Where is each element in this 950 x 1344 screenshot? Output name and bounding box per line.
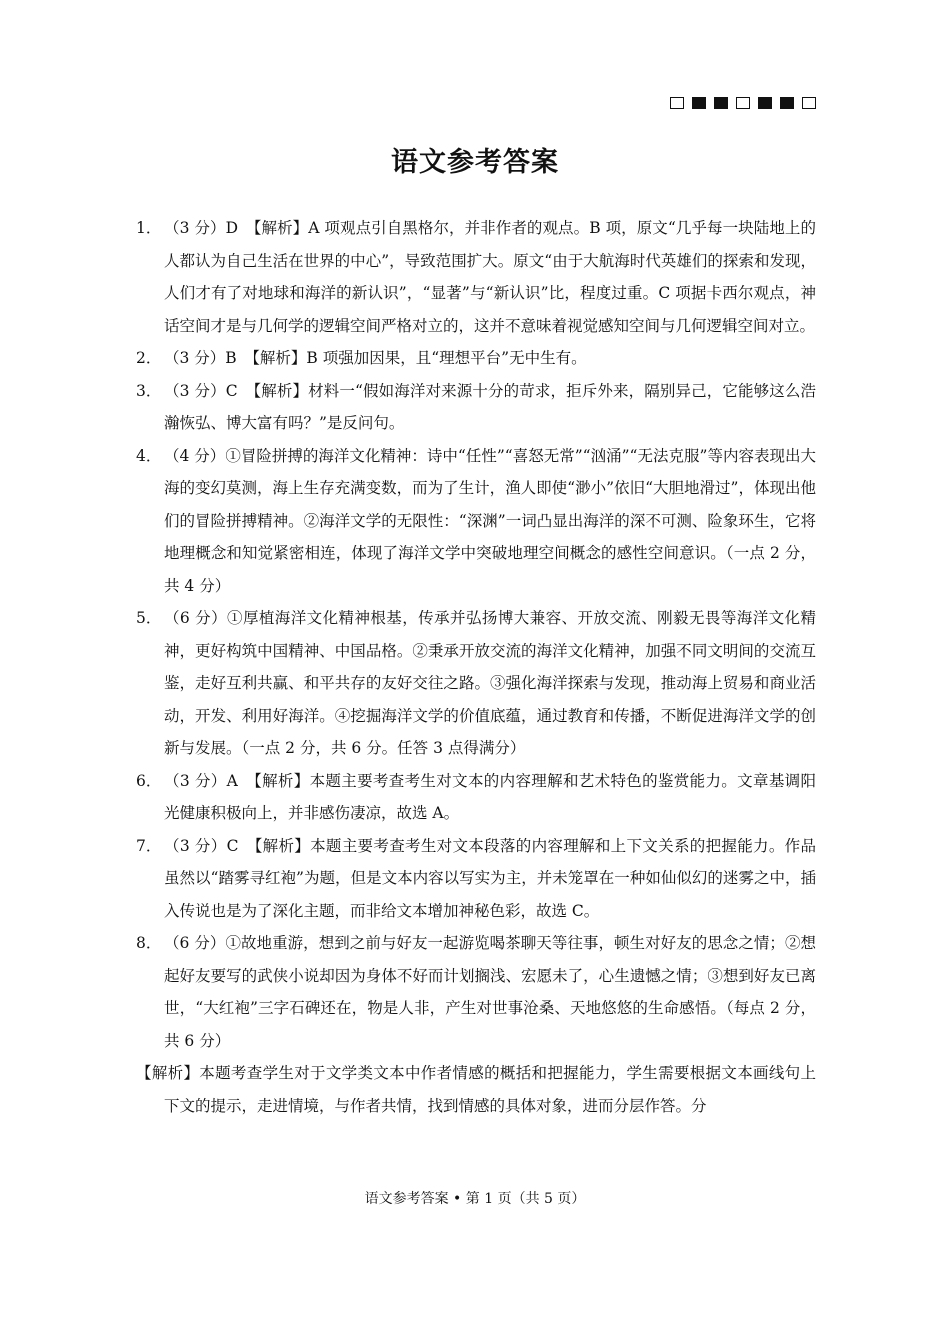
marker-empty <box>670 97 684 109</box>
answer-item-8 <box>136 927 816 1057</box>
answer-number: 1． <box>136 219 162 237</box>
answer-text: （4 分）①冒险拼搏的海洋文化精神：诗中“任性”“喜怒无常”“汹涌”“无法克服”等内容表现出大海的变幻莫测，海上生存充满变数，而为了生计，渔人即使“渺小”依旧“大胆地滑过”，体现出他们的冒险拼搏精神。②海洋文学的无限性：“深渊”一词凸显出海洋的深不可测、险象环生，它将地理概念和知觉紧密相连，体现了海洋文学中突破地理空间概念的感性空间意识。（一点 2 分，共 4 分） <box>164 446 816 595</box>
header-markers <box>670 97 816 109</box>
answer-item-5 <box>136 602 816 765</box>
answer-text: （3 分）B 【解析】B 项强加因果，且“理想平台”无中生有。 <box>164 349 587 367</box>
answer-number: 6． <box>136 771 162 790</box>
answer-text: （3 分）C 【解析】本题主要考查考生对文本段落的内容理解和上下文关系的把握能力。作品虽然以“踏雾寻红袍”为题，但是文本内容以写实为主，并未笼罩在一种如仙似幻的迷雾之中，插入传说也是为了深化主题，而非给文本增加神秘色彩，故选 C。 <box>164 836 816 920</box>
page-title: 语文参考答案 <box>391 147 559 178</box>
answer-text: （3 分）D 【解析】A 项观点引自黑格尔，并非作者的观点。B 项，原文“几乎每一块陆地上的人都认为自己生活在世界的中心”，导致范围扩大。原文“由于大航海时代英雄们的探索和发现，人们才有了对地球和海洋的新认识”，“显著”与“新认识”比，程度过重。C 项据卡西尔观点，神话空间才是与几何学的逻辑空间严格对立的，这并不意味着视觉感知空间与几何逻辑空间对立。 <box>164 219 816 335</box>
page-footer: 语文参考答案 • 第 1 页（共 5 页） <box>364 1191 586 1207</box>
answer-text: （3 分）A 【解析】本题主要考查考生对文本的内容理解和艺术特色的鉴赏能力。文章基调阳光健康积极向上，并非感伤凄凉，故选 A。 <box>164 771 816 822</box>
marker-filled <box>692 97 706 109</box>
answer-number: 5． <box>136 609 162 627</box>
analysis-paragraph: 【解析】本题考查学生对于文学类文本中作者情感的概括和把握能力，学生需要根据文本画线句上下文的提示，走进情境，与作者共情，找到情感的具体对象，进而分层作答。分 <box>136 1064 816 1115</box>
answer-number: 8． <box>136 934 162 952</box>
marker-filled <box>758 97 772 109</box>
answer-number: 2． <box>136 349 162 367</box>
marker-empty <box>802 97 816 109</box>
answer-text: （6 分）①厚植海洋文化精神根基，传承并弘扬博大兼容、开放交流、刚毅无畏等海洋文化精神，更好构筑中国精神、中国品格。②秉承开放交流的海洋文化精神，加强不同文明间的交流互鉴，走好互利共赢、和平共存的友好交往之路。③强化海洋探索与发现，推动海上贸易和商业活动，开发、利用好海洋。④挖掘海洋文学的价值底蕴，通过教育和传播，不断促进海洋文学的创新与发展。（一点 2 分，共 6 分。任答 3 点得满分） <box>164 609 816 757</box>
marker-filled <box>714 97 728 109</box>
marker-empty <box>736 97 750 109</box>
answer-text: （3 分）C 【解析】材料一“假如海洋对来源十分的苛求，拒斥外来，隔别异己，它能够这么浩瀚恢弘、博大富有吗？”是反问句。 <box>164 381 816 432</box>
answer-number: 7． <box>136 836 162 855</box>
answer-item-1 <box>136 212 816 342</box>
answer-number: 4． <box>136 446 162 465</box>
answer-list <box>136 212 816 1122</box>
answer-number: 3． <box>136 381 162 400</box>
answer-item-2 <box>136 342 816 375</box>
answer-item-3 <box>136 375 816 440</box>
answer-item-6 <box>136 765 816 830</box>
answer-text: （6 分）①故地重游，想到之前与好友一起游览喝茶聊天等往事，顿生对好友的思念之情；②想起好友要写的武侠小说却因为身体不好而计划搁浅、宏愿未了，心生遗憾之情；③想到好友已离世，“大红袍”三字石碑还在，物是人非，产生对世事沧桑、天地悠悠的生命感悟。（每点 2 分，共 6 分） <box>164 934 816 1050</box>
marker-filled <box>780 97 794 109</box>
answer-item-7 <box>136 830 816 928</box>
answer-item-4 <box>136 440 816 603</box>
